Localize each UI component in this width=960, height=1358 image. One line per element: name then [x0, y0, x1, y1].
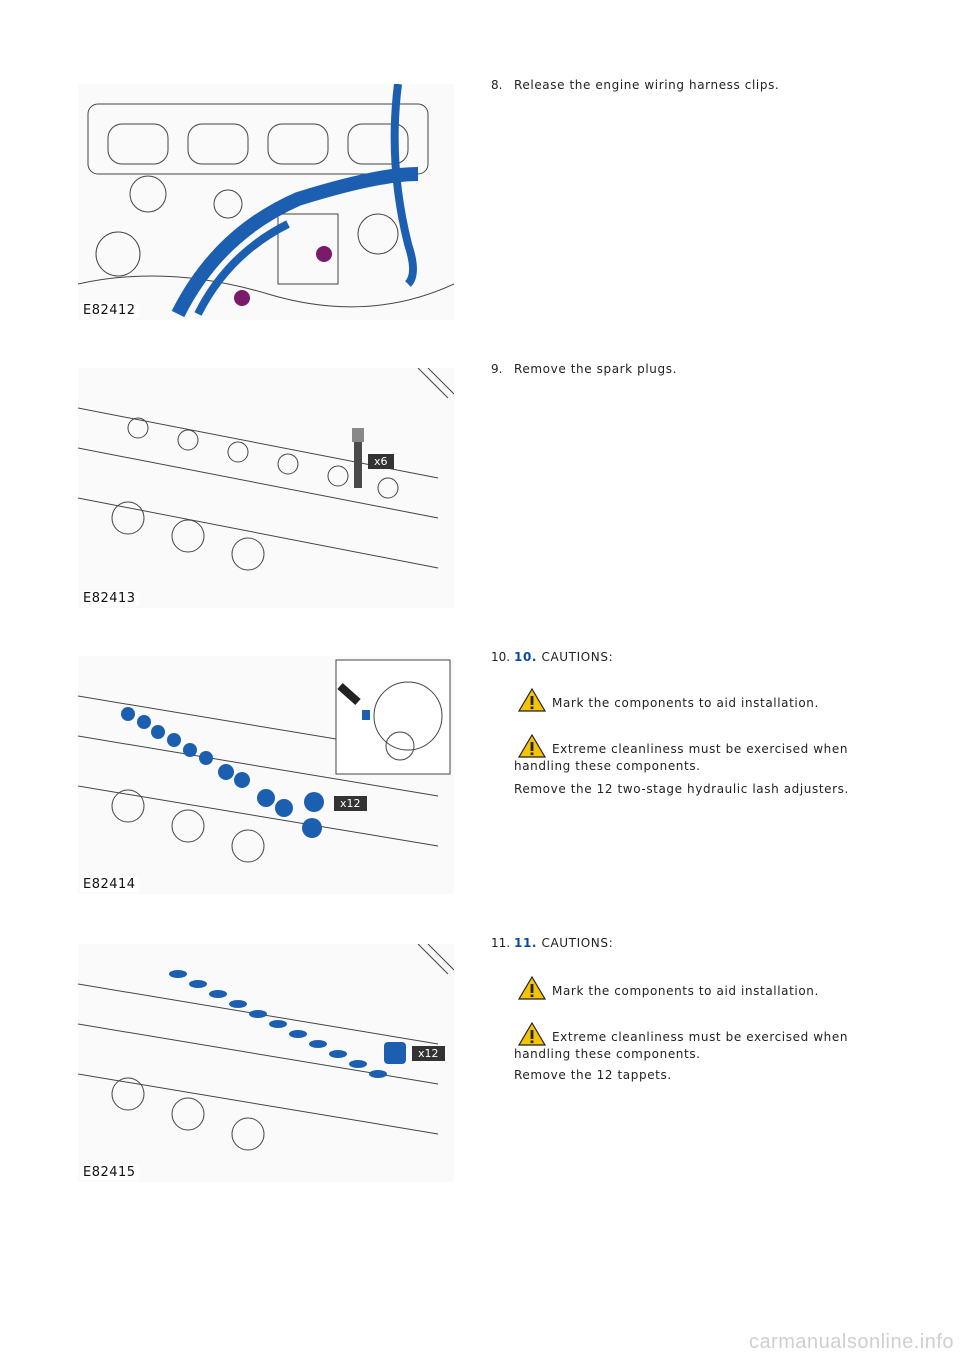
caution-heading-number: 10.: [514, 650, 538, 664]
step-instruction: Release the engine wiring harness clips.: [514, 78, 780, 92]
warning-icon: [518, 688, 546, 712]
warning-icon: [518, 734, 546, 758]
figure-label: E82412: [80, 303, 139, 318]
step-instruction: Remove the spark plugs.: [514, 362, 677, 376]
step-number: 10.: [491, 650, 511, 664]
step-number: 9.: [491, 362, 503, 376]
figure-e82414: [78, 656, 454, 894]
engine-harness-illustration: [78, 84, 454, 320]
quantity-callout: x6: [368, 454, 394, 469]
caution-item: [514, 1022, 859, 1062]
figure-e82412: [78, 84, 454, 320]
warning-icon: [518, 976, 546, 1000]
quantity-callout: x12: [412, 1046, 445, 1061]
caution-item: [514, 734, 859, 774]
caution-item: [514, 976, 859, 1000]
spark-plug-illustration: [78, 368, 454, 608]
caution-item: [514, 688, 859, 712]
caution-heading: [514, 936, 613, 950]
figure-label: E82413: [80, 591, 139, 606]
warning-icon: [518, 1022, 546, 1046]
figure-label: E82415: [80, 1165, 139, 1180]
quantity-callout: x12: [334, 796, 367, 811]
caution-text: Mark the components to aid installation.: [552, 984, 819, 998]
step-instruction: Remove the 12 two-stage hydraulic lash adjusters.: [514, 782, 849, 796]
caution-heading-label: CAUTIONS:: [541, 650, 614, 664]
footer-watermark: carmanualsonline.info: [748, 1331, 954, 1353]
caution-text: Mark the components to aid installation.: [552, 696, 819, 710]
lash-adjuster-illustration: [78, 656, 454, 894]
tappet-illustration: [78, 944, 454, 1182]
figure-label: E82414: [80, 877, 139, 892]
step-number: 11.: [491, 936, 511, 950]
figure-e82413: [78, 368, 454, 608]
caution-heading: [514, 650, 613, 664]
caution-heading-number: 11.: [514, 936, 538, 950]
caution-text: Extreme cleanliness must be exercised when handling these components.: [514, 1030, 849, 1061]
caution-text: Extreme cleanliness must be exercised when handling these components.: [514, 742, 849, 773]
step-instruction: Remove the 12 tappets.: [514, 1068, 672, 1082]
step-number: 8.: [491, 78, 503, 92]
figure-e82415: [78, 944, 454, 1182]
caution-heading-label: CAUTIONS:: [541, 936, 614, 950]
